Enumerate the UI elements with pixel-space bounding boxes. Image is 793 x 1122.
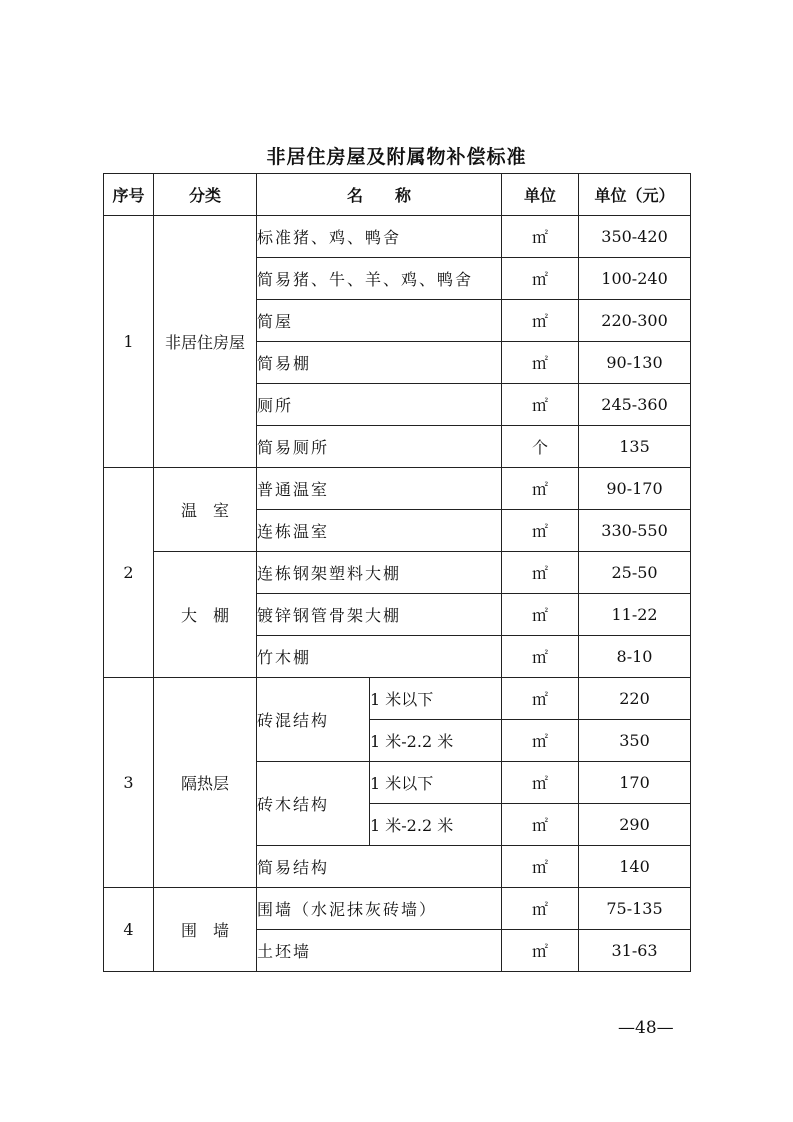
unit-cell: ㎡ — [502, 258, 579, 300]
compensation-table — [103, 173, 691, 972]
unit-cell: ㎡ — [502, 594, 579, 636]
header-price: 单位（元） — [579, 174, 691, 216]
item-name: 简易猪、牛、羊、鸡、鸭舍 — [257, 258, 502, 300]
price-cell: 75-135 — [579, 888, 691, 930]
price-cell: 350-420 — [579, 216, 691, 258]
item-name: 土坯墙 — [257, 930, 502, 972]
category-cell: 隔热层 — [154, 678, 257, 888]
table-row — [104, 552, 691, 594]
unit-cell: ㎡ — [502, 888, 579, 930]
unit-cell: ㎡ — [502, 930, 579, 972]
item-name: 竹木棚 — [257, 636, 502, 678]
row-number: 2 — [104, 468, 154, 678]
item-name: 围墙（水泥抹灰砖墙） — [257, 888, 502, 930]
row-number: 1 — [104, 216, 154, 468]
price-cell: 90-170 — [579, 468, 691, 510]
page-title: 非居住房屋及附属物补偿标准 — [266, 146, 527, 168]
unit-cell: ㎡ — [502, 720, 579, 762]
header-unit: 单位 — [502, 174, 579, 216]
category-cell: 大 棚 — [154, 552, 257, 678]
item-name: 简易结构 — [257, 846, 502, 888]
structure-type: 砖木结构 — [257, 762, 370, 846]
price-cell: 25-50 — [579, 552, 691, 594]
row-number: 3 — [104, 678, 154, 888]
structure-type: 砖混结构 — [257, 678, 370, 762]
category-cell: 温 室 — [154, 468, 257, 552]
price-cell: 140 — [579, 846, 691, 888]
price-cell: 90-130 — [579, 342, 691, 384]
table-row — [104, 468, 691, 510]
category-cell: 非居住房屋 — [154, 216, 257, 468]
table-row — [104, 678, 691, 720]
header-no: 序号 — [104, 174, 154, 216]
item-name: 连栋温室 — [257, 510, 502, 552]
height-spec: 1 米-2.2 米 — [370, 720, 502, 762]
price-cell: 290 — [579, 804, 691, 846]
unit-cell: ㎡ — [502, 762, 579, 804]
unit-cell: ㎡ — [502, 636, 579, 678]
row-number: 4 — [104, 888, 154, 972]
height-spec: 1 米-2.2 米 — [370, 804, 502, 846]
item-name: 简易厕所 — [257, 426, 502, 468]
unit-cell: ㎡ — [502, 468, 579, 510]
item-name: 连栋钢架塑料大棚 — [257, 552, 502, 594]
header-row — [104, 174, 691, 216]
price-cell: 31-63 — [579, 930, 691, 972]
price-cell: 170 — [579, 762, 691, 804]
unit-cell: ㎡ — [502, 678, 579, 720]
price-cell: 100-240 — [579, 258, 691, 300]
unit-cell: ㎡ — [502, 846, 579, 888]
unit-cell: ㎡ — [502, 342, 579, 384]
price-cell: 245-360 — [579, 384, 691, 426]
header-category: 分类 — [154, 174, 257, 216]
price-cell: 135 — [579, 426, 691, 468]
item-name: 简易棚 — [257, 342, 502, 384]
price-cell: 330-550 — [579, 510, 691, 552]
item-name: 厕所 — [257, 384, 502, 426]
unit-cell: ㎡ — [502, 510, 579, 552]
unit-cell: ㎡ — [502, 552, 579, 594]
table-row — [104, 888, 691, 930]
unit-cell: ㎡ — [502, 300, 579, 342]
price-cell: 350 — [579, 720, 691, 762]
height-spec: 1 米以下 — [370, 678, 502, 720]
item-name: 标准猪、鸡、鸭舍 — [257, 216, 502, 258]
unit-cell: ㎡ — [502, 804, 579, 846]
unit-cell: ㎡ — [502, 384, 579, 426]
item-name: 普通温室 — [257, 468, 502, 510]
table-row — [104, 216, 691, 258]
unit-cell: 个 — [502, 426, 579, 468]
header-name: 名 称 — [257, 174, 502, 216]
price-cell: 220-300 — [579, 300, 691, 342]
category-cell: 围 墙 — [154, 888, 257, 972]
unit-cell: ㎡ — [502, 216, 579, 258]
item-name: 镀锌钢管骨架大棚 — [257, 594, 502, 636]
price-cell: 8-10 — [579, 636, 691, 678]
height-spec: 1 米以下 — [370, 762, 502, 804]
price-cell: 220 — [579, 678, 691, 720]
page-number: —48— — [618, 1018, 674, 1038]
item-name: 简屋 — [257, 300, 502, 342]
price-cell: 11-22 — [579, 594, 691, 636]
